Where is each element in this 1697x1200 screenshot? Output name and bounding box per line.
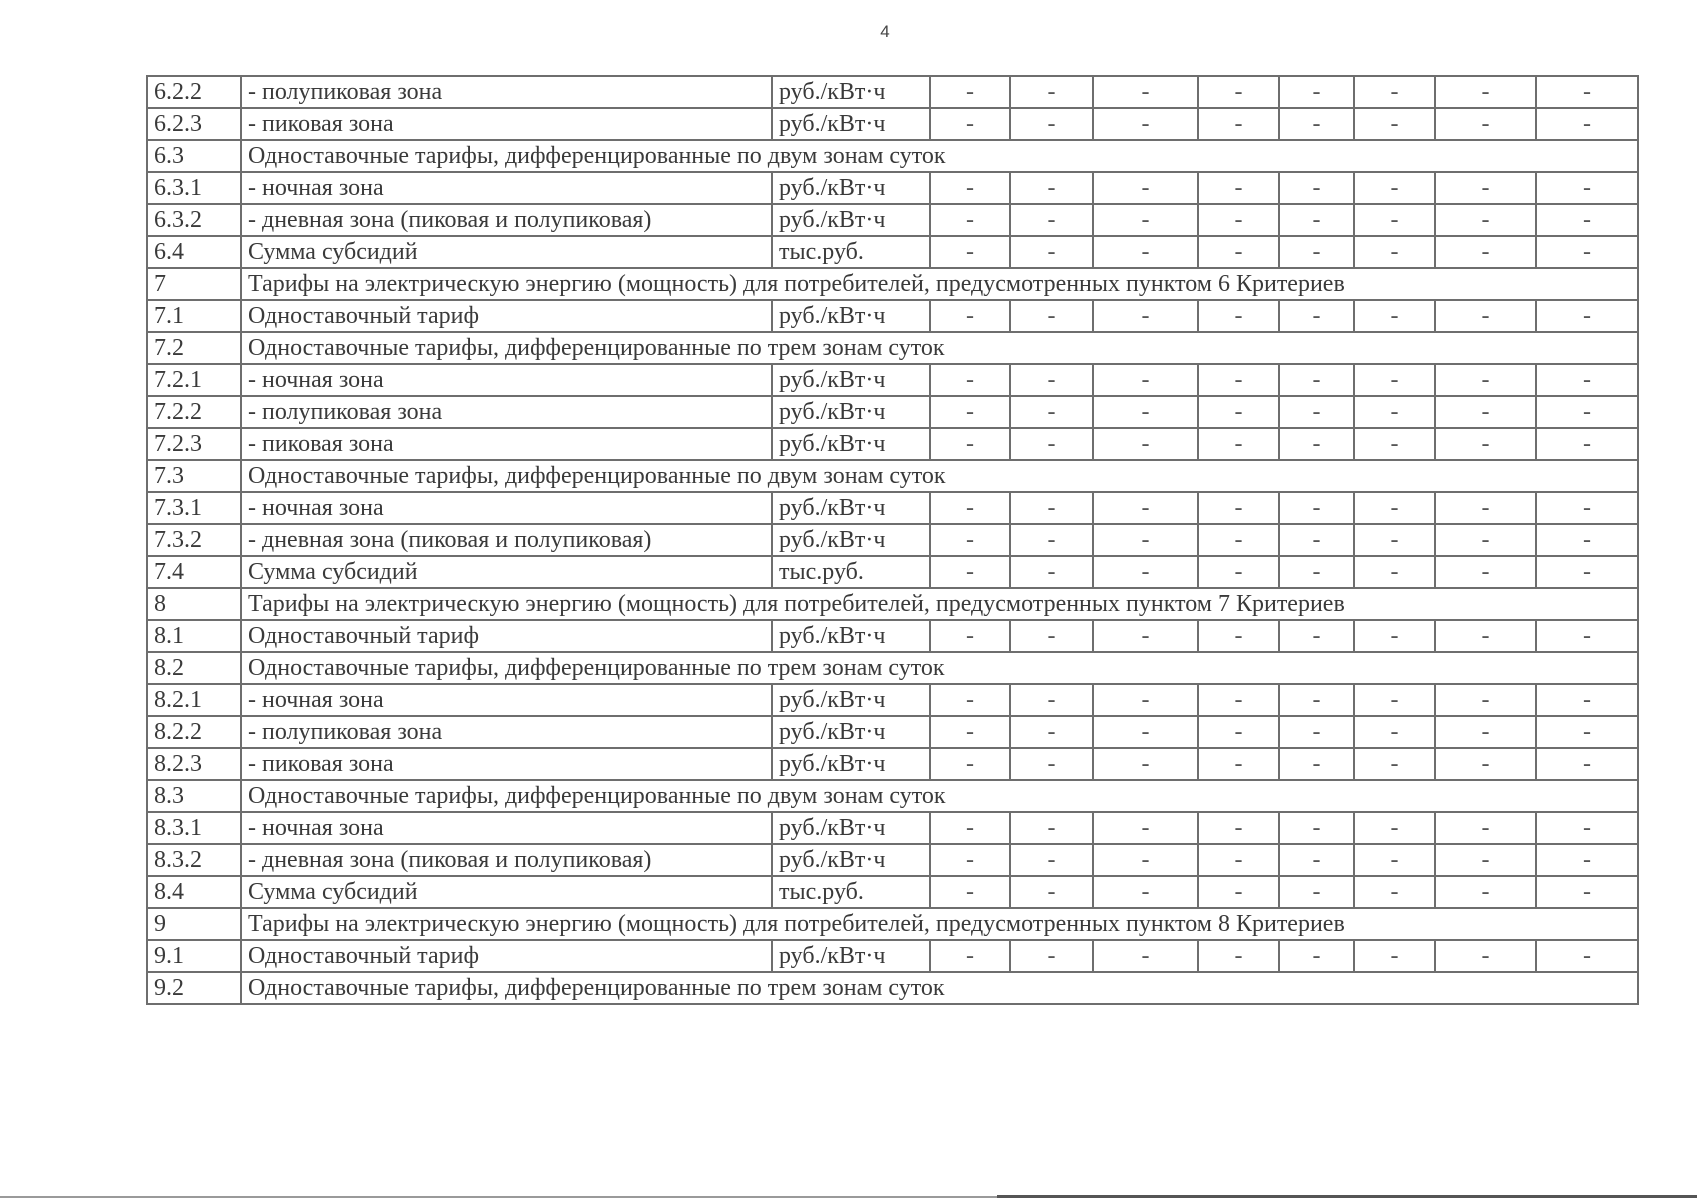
value-cell: - [1093,108,1198,140]
value-cell: - [1536,396,1638,428]
value-cell: - [1354,236,1435,268]
table-row [147,76,1638,108]
value-cell: - [1279,108,1354,140]
value-cell: - [1010,876,1093,908]
value-cell: - [930,236,1010,268]
row-number: 6.4 [147,236,241,268]
row-name: - полупиковая зона [241,396,772,428]
value-cell: - [1093,396,1198,428]
row-number: 8.3 [147,780,241,812]
value-cell: - [1279,844,1354,876]
value-cell: - [1536,940,1638,972]
row-number: 8.2 [147,652,241,684]
value-cell: - [1435,428,1536,460]
value-cell: - [1010,108,1093,140]
value-cell: - [930,716,1010,748]
value-cell: - [1435,620,1536,652]
table-row [147,172,1638,204]
value-cell: - [930,524,1010,556]
row-unit: руб./кВт·ч [772,492,930,524]
section-header: Тарифы на электрическую энергию (мощность) для потребителей, предусмотренных пунктом 8 Критериев [241,908,1638,940]
row-name: - ночная зона [241,812,772,844]
value-cell: - [1279,940,1354,972]
table-row [147,588,1638,620]
value-cell: - [1279,300,1354,332]
value-cell: - [1010,492,1093,524]
value-cell: - [1354,204,1435,236]
table-row [147,876,1638,908]
row-unit: тыс.руб. [772,236,930,268]
value-cell: - [1010,524,1093,556]
value-cell: - [1536,364,1638,396]
row-name: - ночная зона [241,492,772,524]
section-header: Одноставочные тарифы, дифференцированные по двум зонам суток [241,140,1638,172]
value-cell: - [1198,492,1279,524]
row-number: 7.2.1 [147,364,241,396]
value-cell: - [1279,172,1354,204]
value-cell: - [1435,524,1536,556]
value-cell: - [1536,172,1638,204]
value-cell: - [1435,716,1536,748]
value-cell: - [1435,844,1536,876]
row-number: 8.4 [147,876,241,908]
section-header: Одноставочные тарифы, дифференцированные по двум зонам суток [241,460,1638,492]
value-cell: - [930,364,1010,396]
tariff-table [146,75,1639,1005]
value-cell: - [1198,620,1279,652]
row-number: 6.2.2 [147,76,241,108]
section-header: Одноставочные тарифы, дифференцированные по трем зонам суток [241,972,1638,1004]
value-cell: - [1198,812,1279,844]
value-cell: - [1198,556,1279,588]
table-row [147,972,1638,1004]
value-cell: - [1354,684,1435,716]
value-cell: - [1435,876,1536,908]
value-cell: - [1093,844,1198,876]
value-cell: - [1435,300,1536,332]
value-cell: - [1435,748,1536,780]
value-cell: - [1354,556,1435,588]
value-cell: - [930,76,1010,108]
value-cell: - [1198,236,1279,268]
value-cell: - [1010,236,1093,268]
value-cell: - [1354,300,1435,332]
row-unit: тыс.руб. [772,556,930,588]
row-unit: руб./кВт·ч [772,108,930,140]
table-row [147,812,1638,844]
section-header: Одноставочные тарифы, дифференцированные по трем зонам суток [241,332,1638,364]
row-number: 8 [147,588,241,620]
value-cell: - [1198,396,1279,428]
value-cell: - [1198,108,1279,140]
value-cell: - [1354,108,1435,140]
table-row [147,716,1638,748]
section-header: Одноставочные тарифы, дифференцированные по двум зонам суток [241,780,1638,812]
value-cell: - [1435,364,1536,396]
table-row [147,748,1638,780]
value-cell: - [1010,364,1093,396]
table-row [147,460,1638,492]
table-row [147,652,1638,684]
table-row [147,556,1638,588]
value-cell: - [1093,76,1198,108]
value-cell: - [1279,204,1354,236]
value-cell: - [1093,204,1198,236]
value-cell: - [930,844,1010,876]
value-cell: - [1536,108,1638,140]
table-row [147,332,1638,364]
value-cell: - [1279,620,1354,652]
row-unit: руб./кВт·ч [772,844,930,876]
value-cell: - [1198,428,1279,460]
row-unit: руб./кВт·ч [772,396,930,428]
value-cell: - [1354,492,1435,524]
table-row [147,364,1638,396]
value-cell: - [1354,748,1435,780]
value-cell: - [1536,556,1638,588]
value-cell: - [1354,812,1435,844]
row-number: 7.3.1 [147,492,241,524]
table-row [147,492,1638,524]
page-bottom-edge-dark [997,1195,1697,1198]
row-name: Одноставочный тариф [241,300,772,332]
value-cell: - [1354,524,1435,556]
row-number: 8.3.1 [147,812,241,844]
value-cell: - [1093,300,1198,332]
table-row [147,236,1638,268]
table-row [147,940,1638,972]
value-cell: - [1093,748,1198,780]
row-number: 7.3.2 [147,524,241,556]
value-cell: - [1354,716,1435,748]
section-header: Тарифы на электрическую энергию (мощность) для потребителей, предусмотренных пунктом 6 Критериев [241,268,1638,300]
value-cell: - [1093,236,1198,268]
value-cell: - [1536,76,1638,108]
value-cell: - [1198,300,1279,332]
value-cell: - [1435,108,1536,140]
value-cell: - [930,396,1010,428]
table-row [147,684,1638,716]
value-cell: - [1279,684,1354,716]
row-unit: руб./кВт·ч [772,812,930,844]
value-cell: - [1198,844,1279,876]
value-cell: - [1198,172,1279,204]
value-cell: - [930,428,1010,460]
value-cell: - [930,748,1010,780]
table-row [147,108,1638,140]
value-cell: - [1279,524,1354,556]
value-cell: - [1536,620,1638,652]
value-cell: - [1198,204,1279,236]
value-cell: - [1010,620,1093,652]
row-number: 7.2.2 [147,396,241,428]
row-unit: руб./кВт·ч [772,524,930,556]
value-cell: - [1354,940,1435,972]
table-row [147,524,1638,556]
row-number: 9.2 [147,972,241,1004]
value-cell: - [1093,876,1198,908]
row-unit: руб./кВт·ч [772,748,930,780]
table-row [147,428,1638,460]
value-cell: - [1279,716,1354,748]
value-cell: - [1536,716,1638,748]
row-name: - пиковая зона [241,108,772,140]
value-cell: - [1010,204,1093,236]
value-cell: - [1010,300,1093,332]
value-cell: - [1279,76,1354,108]
row-name: - дневная зона (пиковая и полупиковая) [241,844,772,876]
value-cell: - [1279,812,1354,844]
value-cell: - [1279,492,1354,524]
value-cell: - [1435,940,1536,972]
value-cell: - [930,620,1010,652]
value-cell: - [1010,844,1093,876]
value-cell: - [1093,620,1198,652]
row-name: - полупиковая зона [241,716,772,748]
value-cell: - [1198,76,1279,108]
row-unit: тыс.руб. [772,876,930,908]
row-number: 9 [147,908,241,940]
value-cell: - [930,108,1010,140]
table-row [147,844,1638,876]
row-name: Сумма субсидий [241,556,772,588]
value-cell: - [1536,844,1638,876]
value-cell: - [930,812,1010,844]
row-name: - ночная зона [241,684,772,716]
row-unit: руб./кВт·ч [772,300,930,332]
row-number: 8.3.2 [147,844,241,876]
table-row [147,780,1638,812]
row-name: Сумма субсидий [241,236,772,268]
value-cell: - [1279,556,1354,588]
value-cell: - [1536,748,1638,780]
value-cell: - [1354,620,1435,652]
table-row [147,396,1638,428]
table-row [147,908,1638,940]
row-number: 6.2.3 [147,108,241,140]
value-cell: - [1093,556,1198,588]
value-cell: - [930,940,1010,972]
value-cell: - [1010,716,1093,748]
value-cell: - [1198,684,1279,716]
value-cell: - [1354,428,1435,460]
row-number: 7 [147,268,241,300]
value-cell: - [1279,236,1354,268]
row-name: Одноставочный тариф [241,620,772,652]
value-cell: - [1010,428,1093,460]
row-number: 6.3.2 [147,204,241,236]
value-cell: - [1093,524,1198,556]
value-cell: - [1536,524,1638,556]
section-header: Одноставочные тарифы, дифференцированные по трем зонам суток [241,652,1638,684]
value-cell: - [1354,876,1435,908]
row-name: - ночная зона [241,172,772,204]
value-cell: - [930,556,1010,588]
row-number: 7.3 [147,460,241,492]
row-number: 8.1 [147,620,241,652]
value-cell: - [1093,364,1198,396]
row-number: 7.1 [147,300,241,332]
row-name: Сумма субсидий [241,876,772,908]
value-cell: - [1435,812,1536,844]
value-cell: - [1093,492,1198,524]
value-cell: - [1198,940,1279,972]
value-cell: - [1354,396,1435,428]
value-cell: - [1536,204,1638,236]
value-cell: - [930,492,1010,524]
value-cell: - [1435,556,1536,588]
value-cell: - [1536,492,1638,524]
value-cell: - [1093,940,1198,972]
value-cell: - [1279,748,1354,780]
row-number: 7.4 [147,556,241,588]
value-cell: - [1279,428,1354,460]
value-cell: - [1435,172,1536,204]
table-row [147,300,1638,332]
table-row [147,268,1638,300]
row-number: 7.2.3 [147,428,241,460]
value-cell: - [1010,172,1093,204]
value-cell: - [930,876,1010,908]
value-cell: - [930,300,1010,332]
value-cell: - [1279,396,1354,428]
value-cell: - [1435,684,1536,716]
row-unit: руб./кВт·ч [772,620,930,652]
row-name: - дневная зона (пиковая и полупиковая) [241,524,772,556]
value-cell: - [1198,364,1279,396]
value-cell: - [1093,716,1198,748]
value-cell: - [1010,396,1093,428]
value-cell: - [1354,364,1435,396]
value-cell: - [1198,876,1279,908]
value-cell: - [930,684,1010,716]
table-row [147,620,1638,652]
value-cell: - [1536,428,1638,460]
value-cell: - [930,204,1010,236]
row-unit: руб./кВт·ч [772,76,930,108]
value-cell: - [1279,364,1354,396]
value-cell: - [1354,844,1435,876]
value-cell: - [1010,556,1093,588]
row-name: - пиковая зона [241,748,772,780]
row-name: - полупиковая зона [241,76,772,108]
table-row [147,140,1638,172]
value-cell: - [1435,396,1536,428]
value-cell: - [1435,236,1536,268]
value-cell: - [1198,716,1279,748]
value-cell: - [1198,524,1279,556]
value-cell: - [1010,748,1093,780]
value-cell: - [1536,236,1638,268]
row-name: Одноставочный тариф [241,940,772,972]
value-cell: - [1093,684,1198,716]
row-number: 6.3.1 [147,172,241,204]
value-cell: - [1279,876,1354,908]
row-unit: руб./кВт·ч [772,364,930,396]
page-number: 4 [880,22,890,41]
table-row [147,204,1638,236]
row-number: 8.2.3 [147,748,241,780]
row-number: 7.2 [147,332,241,364]
row-name: - ночная зона [241,364,772,396]
row-name: - дневная зона (пиковая и полупиковая) [241,204,772,236]
value-cell: - [1435,76,1536,108]
row-number: 8.2.2 [147,716,241,748]
value-cell: - [1093,172,1198,204]
value-cell: - [930,172,1010,204]
value-cell: - [1536,876,1638,908]
value-cell: - [1010,812,1093,844]
value-cell: - [1536,684,1638,716]
row-number: 9.1 [147,940,241,972]
value-cell: - [1010,684,1093,716]
value-cell: - [1435,204,1536,236]
value-cell: - [1536,300,1638,332]
row-unit: руб./кВт·ч [772,204,930,236]
value-cell: - [1010,76,1093,108]
value-cell: - [1354,76,1435,108]
row-unit: руб./кВт·ч [772,172,930,204]
row-number: 6.3 [147,140,241,172]
value-cell: - [1198,748,1279,780]
value-cell: - [1010,940,1093,972]
section-header: Тарифы на электрическую энергию (мощность) для потребителей, предусмотренных пунктом 7 Критериев [241,588,1638,620]
value-cell: - [1435,492,1536,524]
value-cell: - [1093,428,1198,460]
row-name: - пиковая зона [241,428,772,460]
row-unit: руб./кВт·ч [772,428,930,460]
row-unit: руб./кВт·ч [772,716,930,748]
row-number: 8.2.1 [147,684,241,716]
row-unit: руб./кВт·ч [772,940,930,972]
value-cell: - [1536,812,1638,844]
row-unit: руб./кВт·ч [772,684,930,716]
value-cell: - [1093,812,1198,844]
value-cell: - [1354,172,1435,204]
